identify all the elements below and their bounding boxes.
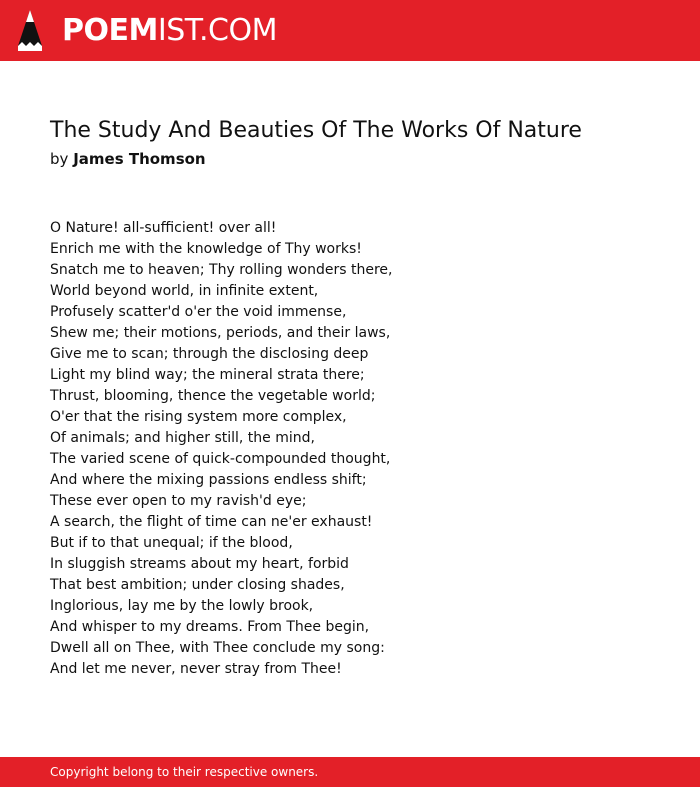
poem-line: O'er that the rising system more complex,: [50, 409, 347, 425]
poem-line: And whisper to my dreams. From Thee begin,: [50, 619, 370, 635]
poem-title: The Study And Beauties Of The Works Of Nature: [50, 118, 582, 143]
pencil-tip-icon: [18, 10, 42, 51]
poem-line: A search, the flight of time can ne'er exhaust!: [50, 514, 373, 530]
poem-line: Profusely scatter'd o'er the void immense,: [50, 304, 347, 320]
poem-line: Enrich me with the knowledge of Thy works!: [50, 241, 362, 257]
copyright-text: Copyright belong to their respective owners.: [50, 765, 319, 779]
poem-line: Dwell all on Thee, with Thee conclude my song:: [50, 640, 385, 656]
poem-line: And let me never, never stray from Thee!: [50, 661, 342, 677]
site-footer: [0, 757, 700, 787]
site-logo[interactable]: [62, 14, 277, 48]
by-label: by: [50, 150, 69, 168]
poem-line: Of animals; and higher still, the mind,: [50, 430, 315, 446]
poem-line: Shew me; their motions, periods, and their laws,: [50, 325, 391, 341]
poem-byline: [50, 148, 206, 170]
poem-line: Thrust, blooming, thence the vegetable world;: [50, 388, 376, 404]
poem-body: [50, 218, 393, 680]
poem-line: Give me to scan; through the disclosing deep: [50, 346, 369, 362]
poem-author: James Thomson: [73, 150, 206, 168]
poem-line: World beyond world, in infinite extent,: [50, 283, 319, 299]
poem-line: Inglorious, lay me by the lowly brook,: [50, 598, 314, 614]
poem-line: Snatch me to heaven; Thy rolling wonders there,: [50, 262, 393, 278]
poem-line: The varied scene of quick-compounded thought,: [50, 451, 391, 467]
poem-line: But if to that unequal; if the blood,: [50, 535, 293, 551]
poem-line: These ever open to my ravish'd eye;: [50, 493, 307, 509]
poem-line: That best ambition; under closing shades,: [50, 577, 345, 593]
poem-line: And where the mixing passions endless shift;: [50, 472, 367, 488]
poem-line: In sluggish streams about my heart, forbid: [50, 556, 349, 572]
logo-bold-text: POEM: [62, 13, 158, 48]
poem-line: O Nature! all-sufficient! over all!: [50, 220, 277, 236]
site-header: [0, 0, 700, 61]
poem-line: Light my blind way; the mineral strata there;: [50, 367, 365, 383]
logo-light-text: IST.COM: [157, 13, 277, 48]
